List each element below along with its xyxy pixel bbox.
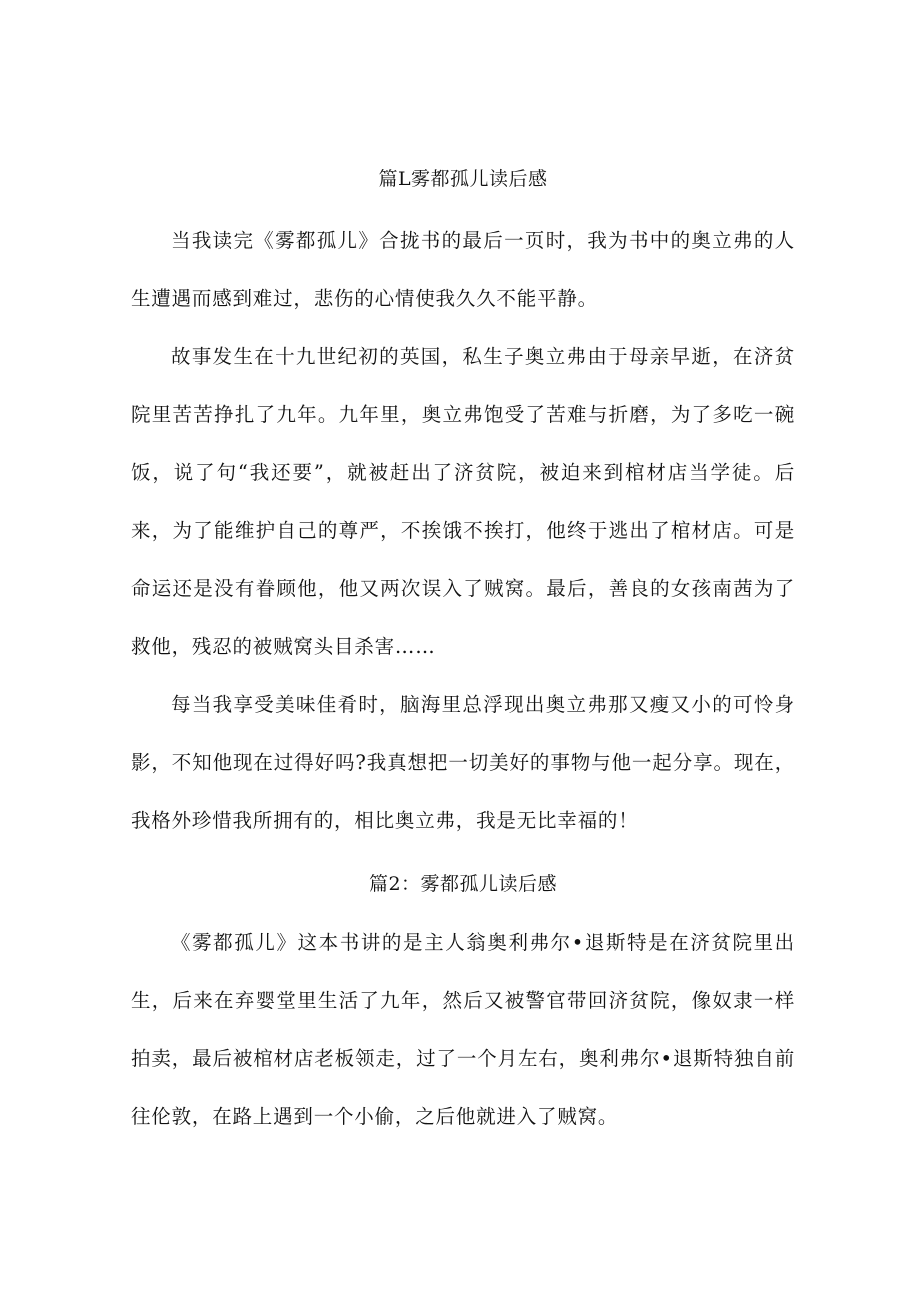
paragraph: 每当我享受美味佳肴时，脑海里总浮现出奥立弗那又瘦又小的可怜身影，不知他现在过得好吗?我真想把一切美好的事物与他一起分享。现在，我格外珍惜我所拥有的，相比奥立弗，我是无比幸福的！	[131, 693, 795, 832]
section-2	[131, 871, 795, 1146]
section-1	[131, 166, 795, 850]
section-title: 篇L雾都孤儿读后感	[378, 168, 548, 190]
paragraph: 故事发生在十九世纪初的英国，私生子奥立弗由于母亲早逝，在济贫院里苦苦挣扎了九年。九年里，奥立弗饱受了苦难与折磨，为了多吃一碗饭，说了句“我还要”，就被赶出了济贫院，被迫来到棺材店当学徒。后来，为了能维护自己的尊严，不挨饿不挨打，他终于逃出了棺材店。可是命运还是没有眷顾他，他又两次误入了贼窝。最后，善良的女孩南茜为了救他，残忍的被贼窝头目杀害……	[131, 345, 795, 658]
paragraph: 当我读完《雾都孤儿》合拢书的最后一页时，我为书中的奥立弗的人生遭遇而感到难过，悲伤的心情使我久久不能平静。	[131, 229, 795, 310]
paragraph: 《雾都孤儿》这本书讲的是主人翁奥利弗尔•退斯特是在济贫院里出生，后来在弃婴堂里生活了九年，然后又被警官带回济贫院，像奴隶一样拍卖，最后被棺材店老板领走，过了一个月左右，奥利弗尔•退斯特独自前往伦敦，在路上遇到一个小偷，之后他就进入了贼窝。	[131, 931, 795, 1128]
section-title: 篇2：雾都孤儿读后感	[368, 873, 558, 895]
